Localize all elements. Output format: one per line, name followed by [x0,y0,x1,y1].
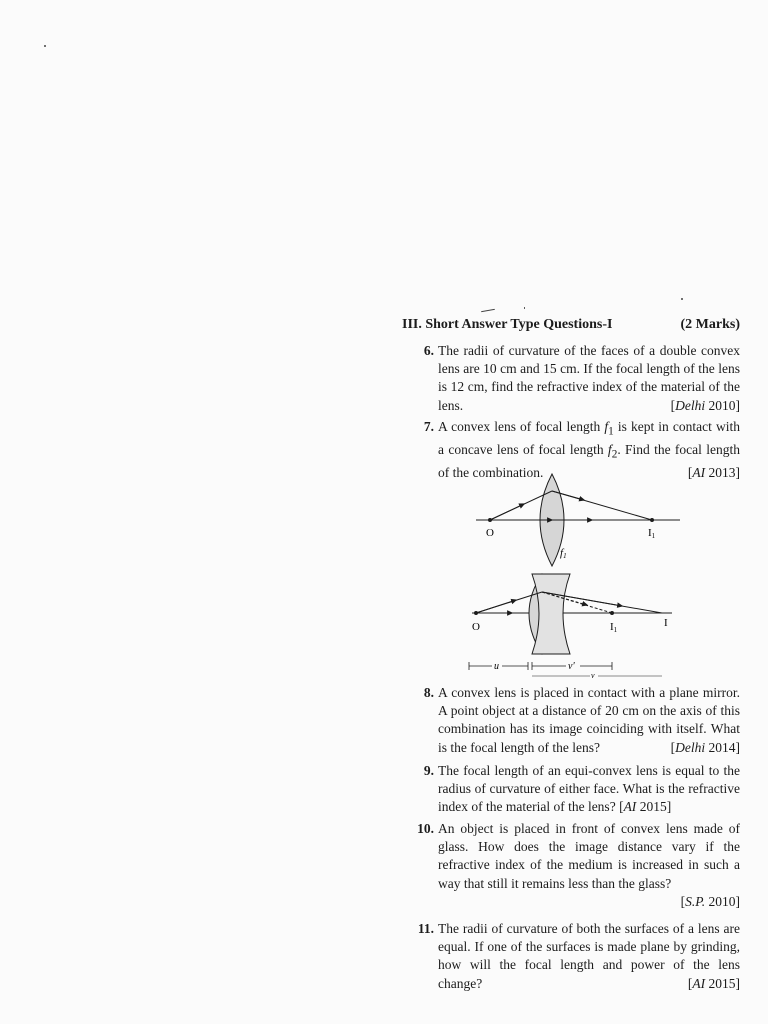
object-label: O [486,527,494,539]
question-number: 11. [417,921,434,936]
scan-speck [681,298,683,300]
question-text: The radii of curvature of the faces of a double convex lens are 10 cm and 15 cm. If the focal length of the lens is 12 cm, find the refractive index of the material of the lens. [438,343,740,413]
question-text: The focal length of an equi-convex lens is equal to the radius of curvature of either face. What is the refractive index of the material of the lens? [438,763,740,815]
object-label: O [472,621,480,633]
question-source: [Delhi 2010] [670,397,740,413]
v-label: v [591,671,595,680]
question-text-a: A convex lens of focal length [438,419,605,434]
question-source: [AI 2015] [619,799,672,815]
focal-symbol: f [607,441,612,457]
source-name: S.P. [685,893,706,909]
source-name: AI [623,799,637,815]
section-heading [402,317,740,333]
focal-symbol: f [604,419,609,434]
question-text-c: . Find the focal length of the combination. [438,441,740,480]
scan-speck [481,309,495,312]
scan-speck [524,307,525,309]
lens-ray-diagram [462,470,742,680]
question-number: 9. [423,763,434,778]
focal-subscript: 2 [611,448,618,461]
question-9 [402,762,740,817]
focal-label: f1 [560,547,567,560]
image-point [650,518,654,522]
source-year: 2013 [705,464,736,480]
source-year: 2015 [636,799,667,815]
question-number: 10. [417,821,434,836]
question-source: [Delhi 2014] [670,739,740,755]
ray-arrow [476,600,516,613]
question-text-b: is kept in contact with a concave lens of focal length [438,419,740,457]
question-source: [AI 2015] [687,975,740,991]
question-number: 7. [423,419,434,434]
source-name: AI [692,975,706,991]
question-source: [S.P. 2010] [680,893,740,909]
question-text: An object is placed in front of convex lens made of glass. How does the image distance vary if the refractive index of the medium is increased in such a way that still it remains less than the glass? [438,821,740,891]
question-8 [402,684,740,757]
question-source: [AI 2013] [687,464,740,480]
question-11 [402,920,740,993]
object-point [474,611,478,615]
source-year: 2010 [705,893,736,909]
image-label: I [664,617,668,629]
question-text: A convex lens is placed in contact with a plane mirror. A point object at a distance of 20 cm on the axis of this combination has its image coinciding with itself. What is the focal length of the lens? [438,685,740,755]
lens-combination-diagram [469,574,672,680]
image-label: I1 [648,527,656,540]
object-point [488,518,492,522]
section-title: III. Short Answer Type Questions-I [402,317,613,332]
question-6 [402,342,740,415]
question-text: The radii of curvature of both the surfaces of a lens are equal. If one of the surfaces is made plane by grinding, how will the focal length and power of the lens change? [438,921,740,991]
source-year: 2014 [705,739,736,755]
question-number: 6. [423,343,434,358]
source-name: Delhi [675,397,706,413]
source-year: 2010 [705,397,736,413]
question-10 [402,820,740,911]
question-number: 8. [423,685,434,700]
convex-lens-diagram [476,474,680,566]
scan-speck [44,45,46,47]
source-name: AI [692,464,706,480]
ray-arrow [490,504,524,520]
focal-subscript: 1 [608,425,614,438]
source-name: Delhi [675,739,706,755]
image1-label: I1 [610,621,618,634]
section-marks: (2 Marks) [680,317,740,332]
u-label: u [494,661,499,672]
image-point [610,611,614,615]
v1-label: v' [568,661,575,672]
source-year: 2015 [705,975,736,991]
